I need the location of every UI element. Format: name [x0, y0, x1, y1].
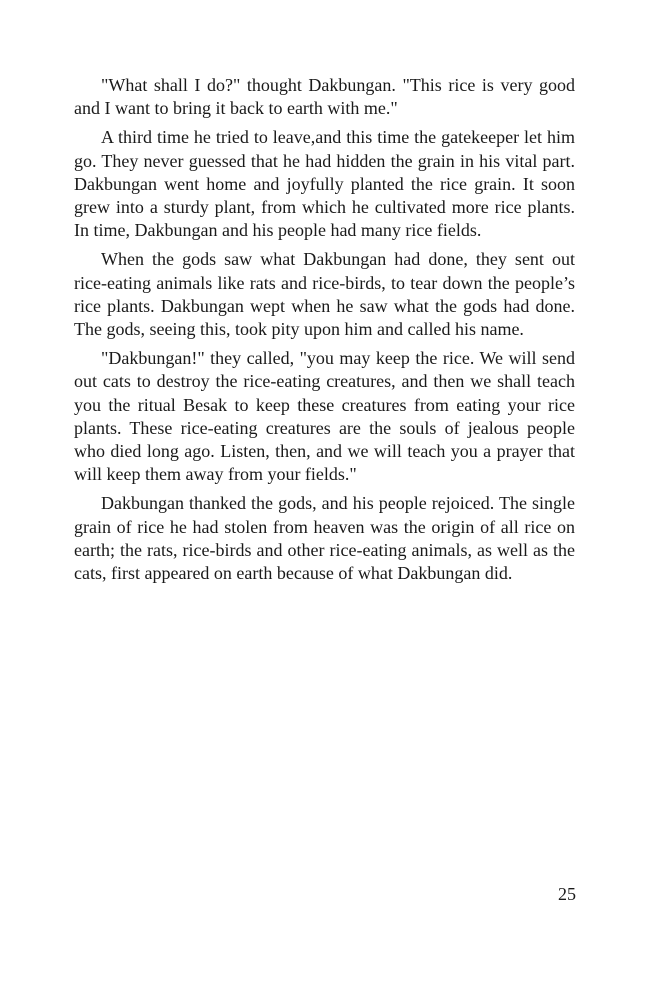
story-text [74, 74, 575, 591]
paragraph-1: "What shall I do?" thought Dakbungan. "This rice is very good and I want to bring it back to earth with me." [74, 75, 575, 119]
paragraph-4: "Dakbungan!" they called, "you may keep the rice. We will send out cats to destroy the rice-eating creatures, and then we shall teach you the ritual Besak to keep these creatures from eating your rice plants. These rice-eating creatures are the souls of jealous people who died long ago. Listen, then, and we will teach you a prayer that will keep them away from your fields." [74, 348, 575, 485]
paragraph-5: Dakbungan thanked the gods, and his people rejoiced. The single grain of rice he had stolen from heaven was the origin of all rice on earth; the rats, rice-birds and other rice-eating animals, as well as the cats, first appeared on earth because of what Dakbungan did. [74, 493, 575, 584]
paragraph-2: A third time he tried to leave,and this time the gatekeeper let him go. They never guessed that he had hidden the grain in his vital part. Dakbungan went home and joyfully planted the rice grain. It soon grew into a sturdy plant, from which he cultivated more rice plants. In time, Dakbungan and his people had many rice fields. [74, 127, 575, 241]
page-number: 25 [558, 884, 576, 904]
paragraph-3: When the gods saw what Dakbungan had done, they sent out rice-eating animals like rats and rice-birds, to tear down the people’s rice plants. Dakbungan wept when he saw what the gods had done. The gods, seeing this, took pity upon him and called his name. [74, 249, 575, 340]
